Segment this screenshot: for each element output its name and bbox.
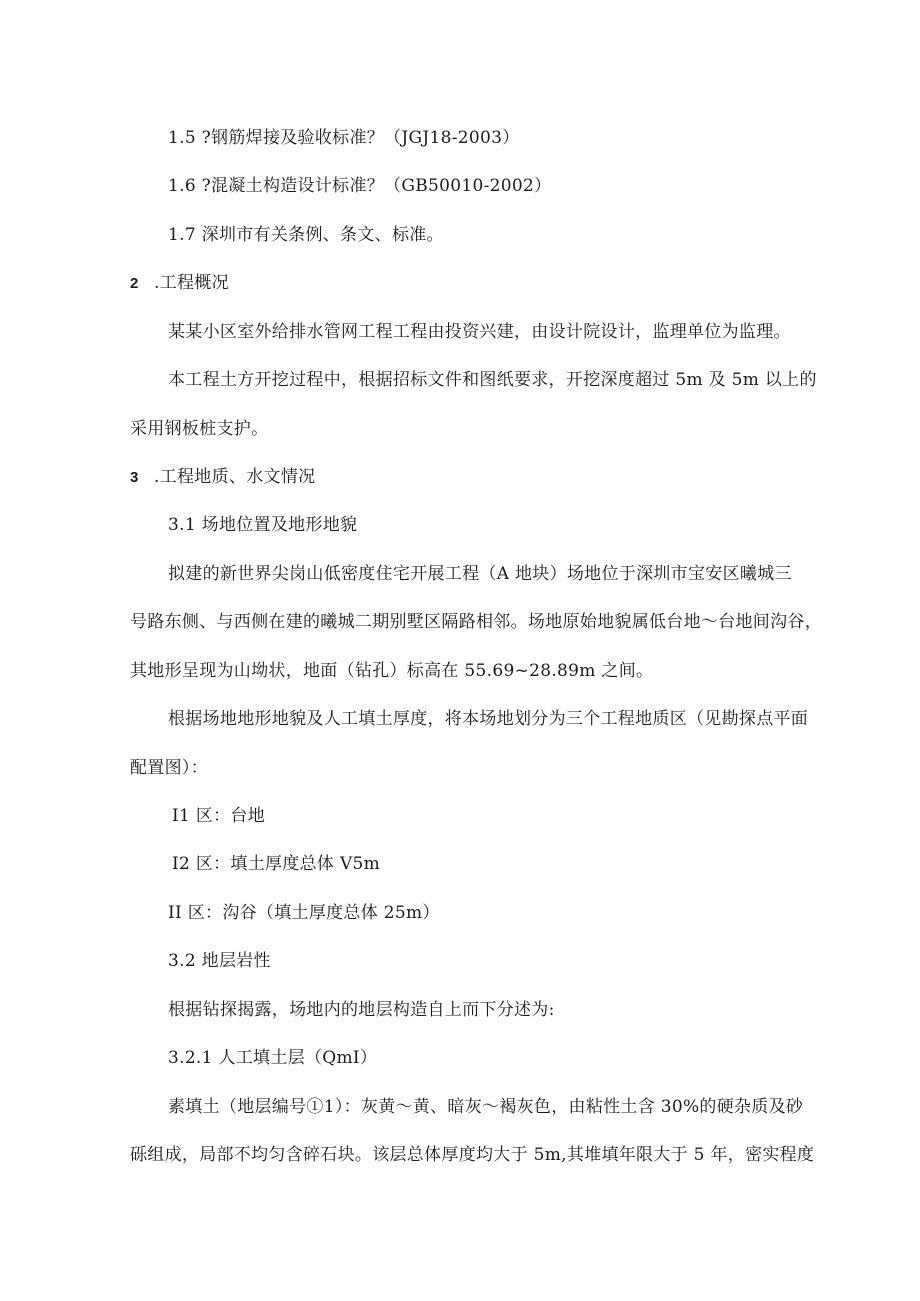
list-item-1-5: 1.5 ?钢筋焊接及验收标准？（JGJ18-2003）	[168, 128, 520, 148]
section-number: 3	[130, 469, 139, 486]
paragraph-line: 素填土（地层编号①1）：灰黄～黄、暗灰～褐灰色，由粘性土含 30%的硬杂质及砂	[168, 1097, 804, 1117]
zone-item-i1: I1 区：台地	[172, 806, 266, 826]
list-item-1-6: 1.6 ?混凝土构造设计标准？（GB50010-2002）	[168, 176, 552, 196]
paragraph-line: 号路东侧、与西侧在建的曦城二期别墅区隔路相邻。场地原始地貌属低台地～台地间沟谷，	[130, 612, 822, 632]
zone-item-i2: I2 区：填土厚度总体 V5m	[172, 854, 381, 874]
section-number: 2	[130, 275, 139, 292]
section-heading-2	[130, 272, 229, 295]
section-title: .工程概况	[154, 273, 229, 293]
list-item-1-7: 1.7 深圳市有关条例、条文、标准。	[168, 225, 444, 245]
section-title: .工程地质、水文情况	[154, 467, 316, 487]
paragraph-line: 根据场地地形地貌及人工填土厚度，将本场地划分为三个工程地质区（见勘探点平面	[168, 709, 809, 729]
subsection-heading-3-2-1: 3.2.1 人工填土层（QmI）	[168, 1048, 378, 1068]
subsection-heading-3-1: 3.1 场地位置及地形地貌	[168, 515, 358, 535]
paragraph-line: 其地形呈现为山坳状，地面（钻孔）标高在 55.69~28.89m 之间。	[130, 661, 654, 681]
subsection-heading-3-2: 3.2 地层岩性	[168, 951, 271, 971]
zone-item-ii: II 区：沟谷（填土厚度总体 25m）	[168, 903, 440, 923]
paragraph-line: 根据钻探揭露，场地内的地层构造自上而下分述为:	[168, 1000, 555, 1020]
paragraph-line: 采用钢板桩支护。	[130, 419, 269, 439]
paragraph-line: 拟建的新世界尖岗山低密度住宅开展工程（A 地块）场地位于深圳市宝安区曦城三	[168, 564, 792, 584]
paragraph-line: 本工程土方开挖过程中，根据招标文件和图纸要求，开挖深度超过 5m 及 5m 以上的	[168, 370, 817, 390]
paragraph-line: 配置图）：	[130, 758, 208, 778]
paragraph-line: 砾组成，局部不均匀含碎石块。该层总体厚度均大于 5m,其堆填年限大于 5 年，密实程度	[130, 1145, 815, 1165]
section-heading-3	[130, 466, 315, 489]
paragraph-line: 某某小区室外给排水管网工程工程由投资兴建，由设计院设计，监理单位为监理。	[168, 322, 791, 342]
